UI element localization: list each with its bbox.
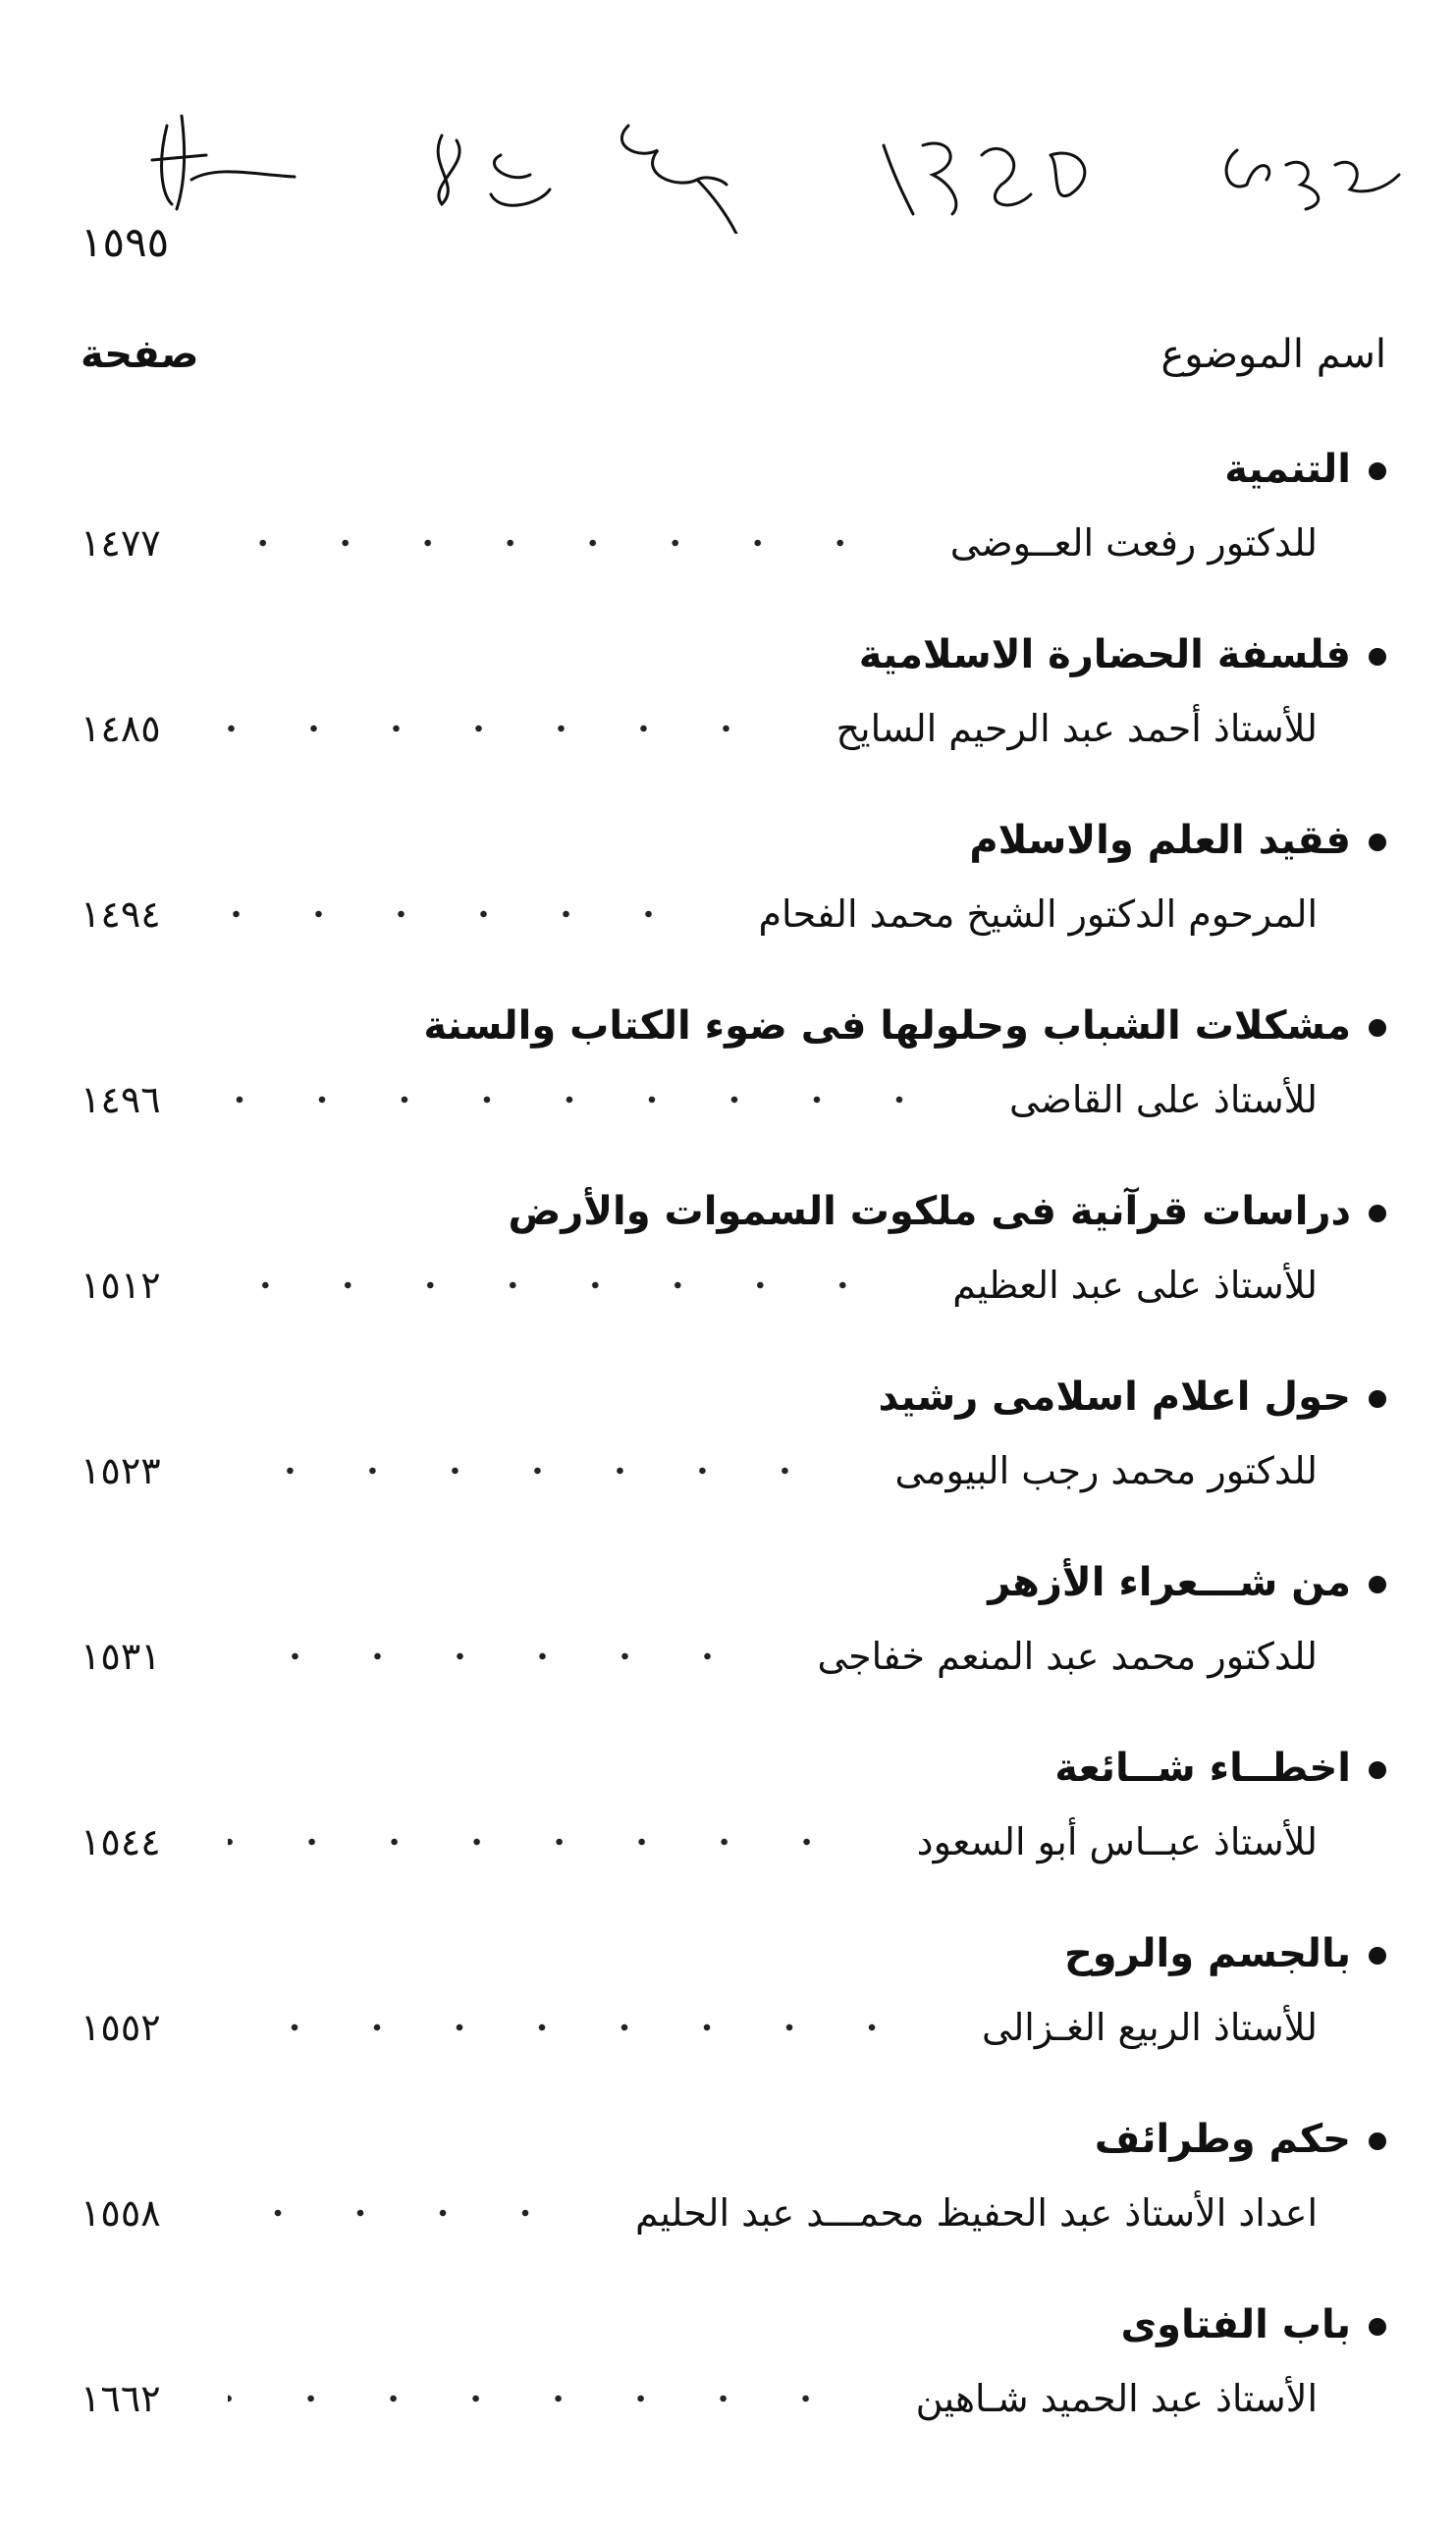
entry-line: [81, 1814, 1386, 1869]
entry-title: [1120, 2302, 1386, 2347]
bullet-icon: [1369, 648, 1386, 666]
dot-leader: [228, 1652, 749, 1660]
dot-leader: [228, 2023, 913, 2031]
entry-author: اعداد الأستاذ عبد الحفيظ محمـــد عبد الحليم: [635, 2191, 1318, 2235]
entry-line: [81, 2185, 1386, 2240]
toc-list: [81, 447, 1386, 2488]
entry-title: [508, 1189, 1386, 1234]
dot-leader: [228, 1096, 941, 1104]
entry-title: [878, 1375, 1386, 1420]
entry-page: ١٥٥٢: [81, 2006, 161, 2049]
bullet-icon: [1369, 2318, 1386, 2336]
bullet-icon: [1369, 1947, 1386, 1965]
entry-line: [81, 1258, 1386, 1313]
entry-title-text: فقيد العلم والاسلام: [969, 818, 1351, 863]
toc-header: [81, 332, 1386, 391]
column-topic-label: اسم الموضوع: [1160, 332, 1386, 377]
entry-page: ١٦٦٢: [81, 2377, 161, 2420]
toc-entry: [81, 1375, 1386, 1560]
bullet-icon: [1369, 1761, 1386, 1779]
toc-entry: [81, 1003, 1386, 1189]
entry-author: للأستاذ على عبد العظيم: [952, 1264, 1318, 1307]
entry-author: للأستاذ أحمد عبد الرحيم السايح: [836, 707, 1318, 750]
entry-page: ١٥٥٨: [81, 2191, 161, 2235]
entry-title-text: دراسات قرآنية فى ملكوت السموات والأرض: [508, 1189, 1351, 1234]
entry-title: [969, 818, 1386, 863]
entry-title: [859, 632, 1386, 677]
bullet-icon: [1369, 1576, 1386, 1593]
entry-page: ١٤٧٧: [81, 521, 161, 565]
handwritten-annotation: [147, 106, 1404, 234]
toc-entry: [81, 632, 1386, 818]
entry-line: [81, 701, 1386, 756]
toc-entry: [81, 1931, 1386, 2117]
entry-line: [81, 2000, 1386, 2055]
bullet-icon: [1369, 1205, 1386, 1222]
toc-entry: [81, 1189, 1386, 1375]
dot-leader: [228, 1838, 848, 1846]
toc-entry: [81, 1746, 1386, 1931]
entry-author: المرحوم الدكتور الشيخ محمد الفحام: [758, 892, 1318, 936]
entry-page: ١٤٨٥: [81, 707, 161, 750]
toc-entry: [81, 447, 1386, 632]
entry-title-text: باب الفتاوى: [1120, 2302, 1351, 2347]
entry-page: ١٤٩٦: [81, 1078, 161, 1121]
dot-leader: [228, 2395, 847, 2402]
entry-author: للأستاذ على القاضى: [1008, 1078, 1318, 1121]
entry-title-text: اخطــاء شــائعة: [1054, 1746, 1351, 1791]
column-page-label: صفحة: [81, 332, 199, 377]
entry-page: ١٥٢٣: [81, 1449, 161, 1492]
entry-title-text: حكم وطرائف: [1094, 2117, 1351, 2162]
dot-leader: [228, 1467, 826, 1475]
entry-title: [1064, 1931, 1386, 1976]
entry-page: ١٥٤٤: [81, 1820, 161, 1863]
entry-title: [423, 1003, 1386, 1049]
entry-author: للأستاذ الربيع الغـزالى: [982, 2006, 1318, 2049]
entry-page: ١٥١٢: [81, 1264, 161, 1307]
handwriting-drawing: [147, 106, 1404, 234]
entry-author: للدكتور محمد رجب البيومى: [894, 1449, 1318, 1492]
entry-title: [1095, 2117, 1386, 2162]
dot-leader: [228, 1281, 884, 1289]
entry-line: [81, 515, 1386, 570]
entry-title-text: بالجسم والروح: [1063, 1931, 1351, 1976]
bullet-icon: [1369, 834, 1386, 851]
bullet-icon: [1369, 1019, 1386, 1037]
entry-author: للدكتور محمد عبد المنعم خفاجى: [817, 1635, 1318, 1678]
page-number: ١٥٩٥: [81, 218, 170, 266]
dot-leader: [228, 910, 690, 918]
bullet-icon: [1369, 1390, 1386, 1408]
bullet-icon: [1369, 2132, 1386, 2150]
entry-page: ١٤٩٤: [81, 892, 161, 936]
entry-line: [81, 1629, 1386, 1684]
dot-leader: [228, 2209, 566, 2217]
bullet-icon: [1369, 462, 1386, 480]
entry-line: [81, 2371, 1386, 2426]
entry-line: [81, 1443, 1386, 1498]
entry-title: [1224, 447, 1386, 492]
entry-title-text: التنمية: [1224, 447, 1351, 492]
toc-entry: [81, 2117, 1386, 2302]
toc-entry: [81, 1560, 1386, 1746]
entry-author: للأستاذ عبــاس أبو السعود: [916, 1820, 1318, 1863]
entry-line: [81, 1072, 1386, 1127]
dot-leader: [228, 539, 882, 547]
toc-entry: [81, 2302, 1386, 2488]
entry-title: [988, 1560, 1386, 1605]
entry-author: الأستاذ عبد الحميد شـاهين: [915, 2377, 1318, 2420]
entry-title-text: حول اعلام اسلامى رشيد: [878, 1375, 1351, 1420]
entry-title: [1054, 1746, 1386, 1791]
dot-leader: [228, 725, 768, 732]
entry-author: للدكتور رفعت العــوضى: [949, 521, 1318, 565]
entry-title-text: من شـــعراء الأزهر: [988, 1560, 1351, 1605]
entry-line: [81, 887, 1386, 942]
entry-page: ١٥٣١: [81, 1635, 161, 1678]
toc-entry: [81, 818, 1386, 1003]
entry-title-text: مشكلات الشباب وحلولها فى ضوء الكتاب والسنة: [423, 1003, 1351, 1049]
entry-title-text: فلسفة الحضارة الاسلامية: [858, 632, 1351, 677]
